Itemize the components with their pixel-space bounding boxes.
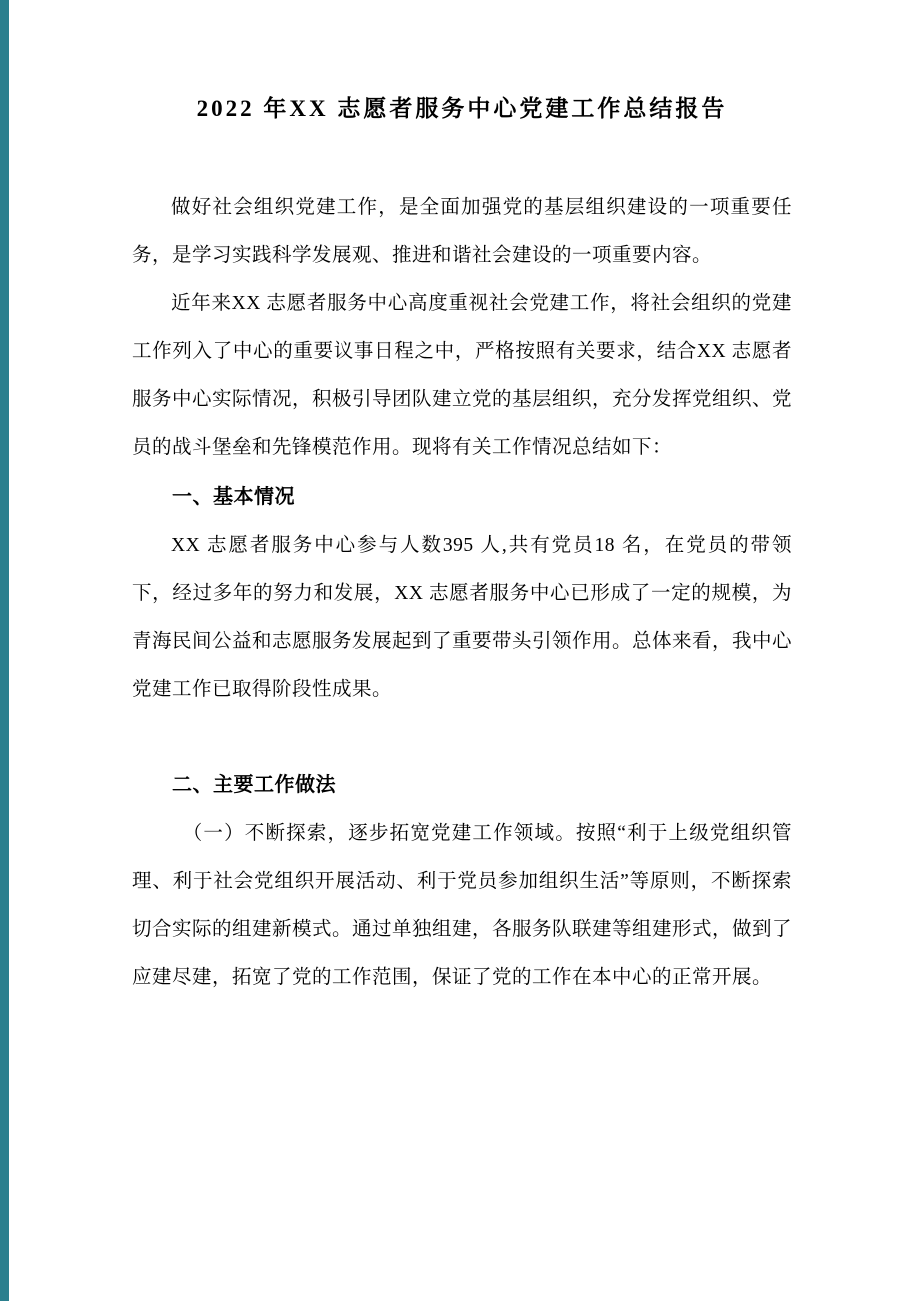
paragraph-intro-1: 做好社会组织党建工作，是全面加强党的基层组织建设的一项重要任务，是学习实践科学发展观、推进和谐社会建设的一项重要内容。	[132, 197, 792, 266]
paragraph-basic-situation: XX 志愿者服务中心参与人数395 人,共有党员18 名，在党员的带领下，经过多年的努力和发展，XX 志愿者服务中心已形成了一定的规模，为青海民间公益和志愿服务发展起到了重要带头引领作用。总体来看，我中心党建工作已取得阶段性成果。	[132, 535, 793, 700]
paragraph-work-method-1: （一）不断探索，逐步拓宽党建工作领域。按照“利于上级党组织管理、利于社会党组织开展活动、利于党员参加组织生活”等原则，不断探索切合实际的组建新模式。通过单独组建，各服务队联建等组建形式，做到了应建尽建，拓宽了党的工作范围，保证了党的工作在本中心的正常开展。	[132, 823, 793, 988]
section-heading-basic-situation: 一、基本情况	[172, 486, 295, 508]
paragraph-intro-2: 近年来XX 志愿者服务中心高度重视社会党建工作，将社会组织的党建工作列入了中心的重要议事日程之中，严格按照有关要求，结合XX 志愿者服务中心实际情况，积极引导团队建立党的基层组织，充分发挥党组织、党员的战斗堡垒和先锋模范作用。现将有关工作情况总结如下：	[132, 293, 793, 458]
left-accent-bar	[0, 0, 9, 1301]
section-heading-main-work-methods: 二、主要工作做法	[172, 774, 336, 796]
document-title: 2022 年XX 志愿者服务中心党建工作总结报告	[196, 96, 728, 121]
